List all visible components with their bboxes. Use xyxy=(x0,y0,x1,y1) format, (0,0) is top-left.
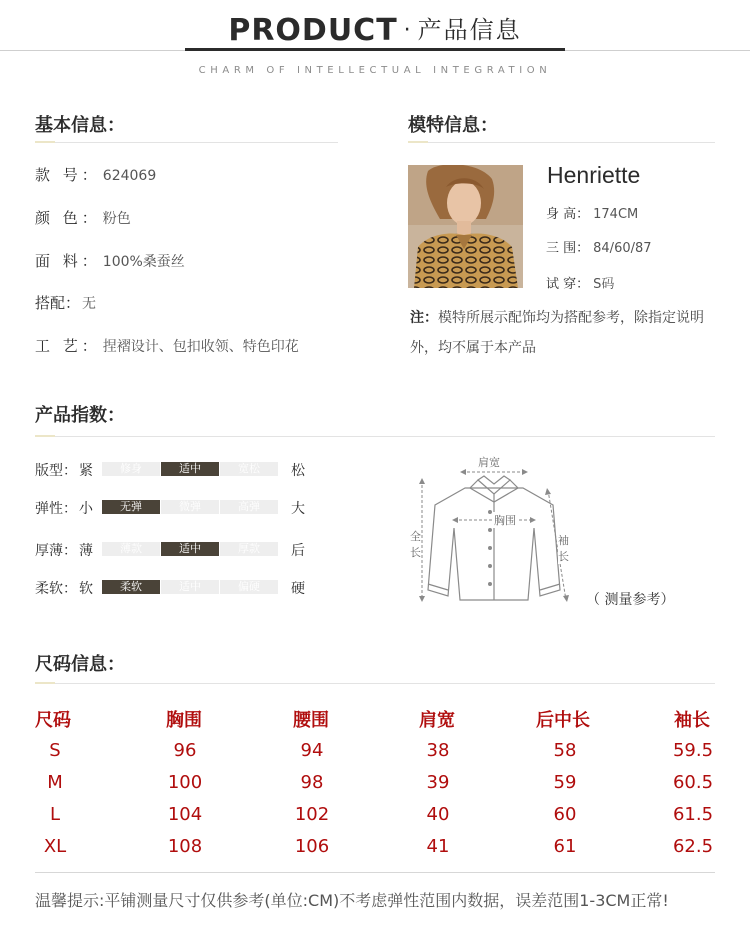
model-photo xyxy=(408,165,523,288)
info-value: 无 xyxy=(82,296,97,312)
index-low-label: 紧 xyxy=(79,463,93,479)
diagram-label-length-1: 全 xyxy=(410,530,421,543)
model-info-rule-accent xyxy=(408,141,428,143)
model-key: 身 高： xyxy=(546,207,590,222)
index-option: 偏硬 xyxy=(220,580,278,594)
size-table-header-waist: 腰围 xyxy=(293,710,329,731)
index-row-softness xyxy=(35,578,325,598)
model-row-height xyxy=(546,203,638,222)
measurement-note: （ 测量参考） xyxy=(586,592,675,608)
model-info-title: 模特信息： xyxy=(408,115,498,136)
size-table-header-chest: 胸围 xyxy=(166,710,202,731)
table-cell: 100 xyxy=(167,772,203,793)
header-separator: · xyxy=(403,18,412,43)
header-title-cn: 产品信息 xyxy=(417,16,522,44)
index-label: 柔软： xyxy=(35,581,77,597)
index-option: 厚款 xyxy=(220,542,278,556)
product-index-rule-accent xyxy=(35,435,55,437)
info-value: 粉色 xyxy=(102,211,131,227)
size-info-rule-accent xyxy=(35,682,55,684)
model-row-measurements xyxy=(546,237,652,256)
size-info-rule xyxy=(35,683,715,684)
size-table-header-sleeve: 袖长 xyxy=(674,710,710,731)
model-name: Henriette xyxy=(547,162,641,188)
size-footnote: 温馨提示:平铺测量尺寸仅供参考(单位:CM)不考虑弹性范围内数据，误差范围1-3CM正常! xyxy=(35,891,669,910)
table-cell: 102 xyxy=(294,804,330,825)
table-cell: 39 xyxy=(426,772,450,793)
index-label: 弹性： xyxy=(35,501,77,517)
diagram-label-shoulder: 肩宽 xyxy=(478,456,500,469)
info-key: 款 号： xyxy=(35,166,101,184)
index-high-label: 后 xyxy=(291,543,305,559)
index-high-label: 松 xyxy=(291,463,305,479)
index-low-label: 薄 xyxy=(79,543,93,559)
info-key: 工 艺： xyxy=(35,337,101,355)
model-note-key: 注： xyxy=(410,310,438,326)
basic-info-title: 基本信息： xyxy=(35,115,125,136)
footer-divider xyxy=(35,872,715,873)
table-cell: 41 xyxy=(426,836,450,857)
index-option: 适中 xyxy=(161,580,219,594)
table-cell: 59 xyxy=(553,772,577,793)
diagram-label-length-2: 长 xyxy=(410,546,421,559)
index-option: 宽松 xyxy=(220,462,278,476)
index-label: 版型： xyxy=(35,463,77,479)
table-cell: 106 xyxy=(294,836,330,857)
table-cell: L xyxy=(49,804,61,825)
info-row-color xyxy=(35,207,131,228)
page-header xyxy=(0,0,750,90)
index-option: 适中 xyxy=(161,542,219,556)
table-cell: 108 xyxy=(167,836,203,857)
info-value: 624069 xyxy=(102,168,157,184)
table-cell: 94 xyxy=(300,740,324,761)
size-table-header-back-length: 后中长 xyxy=(536,710,590,731)
size-table-header-size: 尺码 xyxy=(35,710,71,731)
info-value: 100%桑蚕丝 xyxy=(102,254,185,270)
table-cell: M xyxy=(47,772,63,793)
index-option: 薄款 xyxy=(102,542,160,556)
header-title-en: PRODUCT xyxy=(228,13,398,48)
header-title xyxy=(0,12,750,48)
model-value: 84/60/87 xyxy=(593,241,652,256)
table-cell: 104 xyxy=(167,804,203,825)
info-key: 颜 色： xyxy=(35,209,101,227)
index-option: 高弹 xyxy=(220,500,278,514)
table-cell: 61 xyxy=(553,836,577,857)
info-value: 捏褶设计、包扣收领、特色印花 xyxy=(102,339,299,355)
basic-info-rule xyxy=(35,142,338,143)
table-cell: 61.5 xyxy=(672,804,714,825)
index-high-label: 硬 xyxy=(291,581,305,597)
basic-info-rule-accent xyxy=(35,141,55,143)
table-cell: 58 xyxy=(553,740,577,761)
header-subtitle: CHARM OF INTELLECTUAL INTEGRATION xyxy=(198,65,552,76)
header-divider-accent xyxy=(185,48,565,51)
index-option: 微弹 xyxy=(161,500,219,514)
size-info-title: 尺码信息： xyxy=(35,654,125,675)
diagram-label-sleeve-1: 袖 xyxy=(558,534,569,547)
info-row-fabric xyxy=(35,250,185,271)
info-row-matching xyxy=(35,292,96,313)
product-index-rule xyxy=(35,436,715,437)
model-value: S码 xyxy=(593,277,615,292)
model-key: 三 围： xyxy=(546,241,590,256)
info-row-style-no xyxy=(35,164,156,185)
index-low-label: 软 xyxy=(79,581,93,597)
index-option: 适中 xyxy=(161,462,219,476)
table-cell: 96 xyxy=(173,740,197,761)
model-key: 试 穿： xyxy=(546,277,590,292)
info-row-craft xyxy=(35,335,299,356)
table-cell: 38 xyxy=(426,740,450,761)
table-cell: 62.5 xyxy=(672,836,714,857)
model-value: 174CM xyxy=(593,207,639,222)
index-option: 柔软 xyxy=(102,580,160,594)
product-index-title: 产品指数： xyxy=(35,405,125,426)
model-info-rule xyxy=(408,142,715,143)
index-row-thickness xyxy=(35,540,325,560)
diagram-label-sleeve-2: 长 xyxy=(558,550,569,563)
info-key: 面 料： xyxy=(35,252,101,270)
model-row-fit-size xyxy=(546,273,614,292)
table-cell: 98 xyxy=(300,772,324,793)
table-cell: XL xyxy=(43,836,67,857)
index-option: 无弹 xyxy=(102,500,160,514)
table-cell: 40 xyxy=(426,804,450,825)
info-key: 搭配： xyxy=(35,294,81,312)
table-cell: S xyxy=(49,740,61,761)
table-cell: 59.5 xyxy=(672,740,714,761)
index-row-elasticity xyxy=(35,498,325,518)
model-note-text: 模特所展示配饰均为搭配参考，除指定说明外，均不属于本产品 xyxy=(410,310,704,356)
diagram-label-chest: 胸围 xyxy=(494,514,516,527)
index-row-fit xyxy=(35,460,325,480)
table-cell: 60 xyxy=(553,804,577,825)
size-table-header-shoulder: 肩宽 xyxy=(419,710,455,731)
index-high-label: 大 xyxy=(291,501,305,517)
index-label: 厚薄： xyxy=(35,543,77,559)
index-option: 修身 xyxy=(102,462,160,476)
table-cell: 60.5 xyxy=(672,772,714,793)
index-low-label: 小 xyxy=(79,501,93,517)
model-photo-illustration xyxy=(408,165,523,288)
model-note xyxy=(410,303,720,363)
